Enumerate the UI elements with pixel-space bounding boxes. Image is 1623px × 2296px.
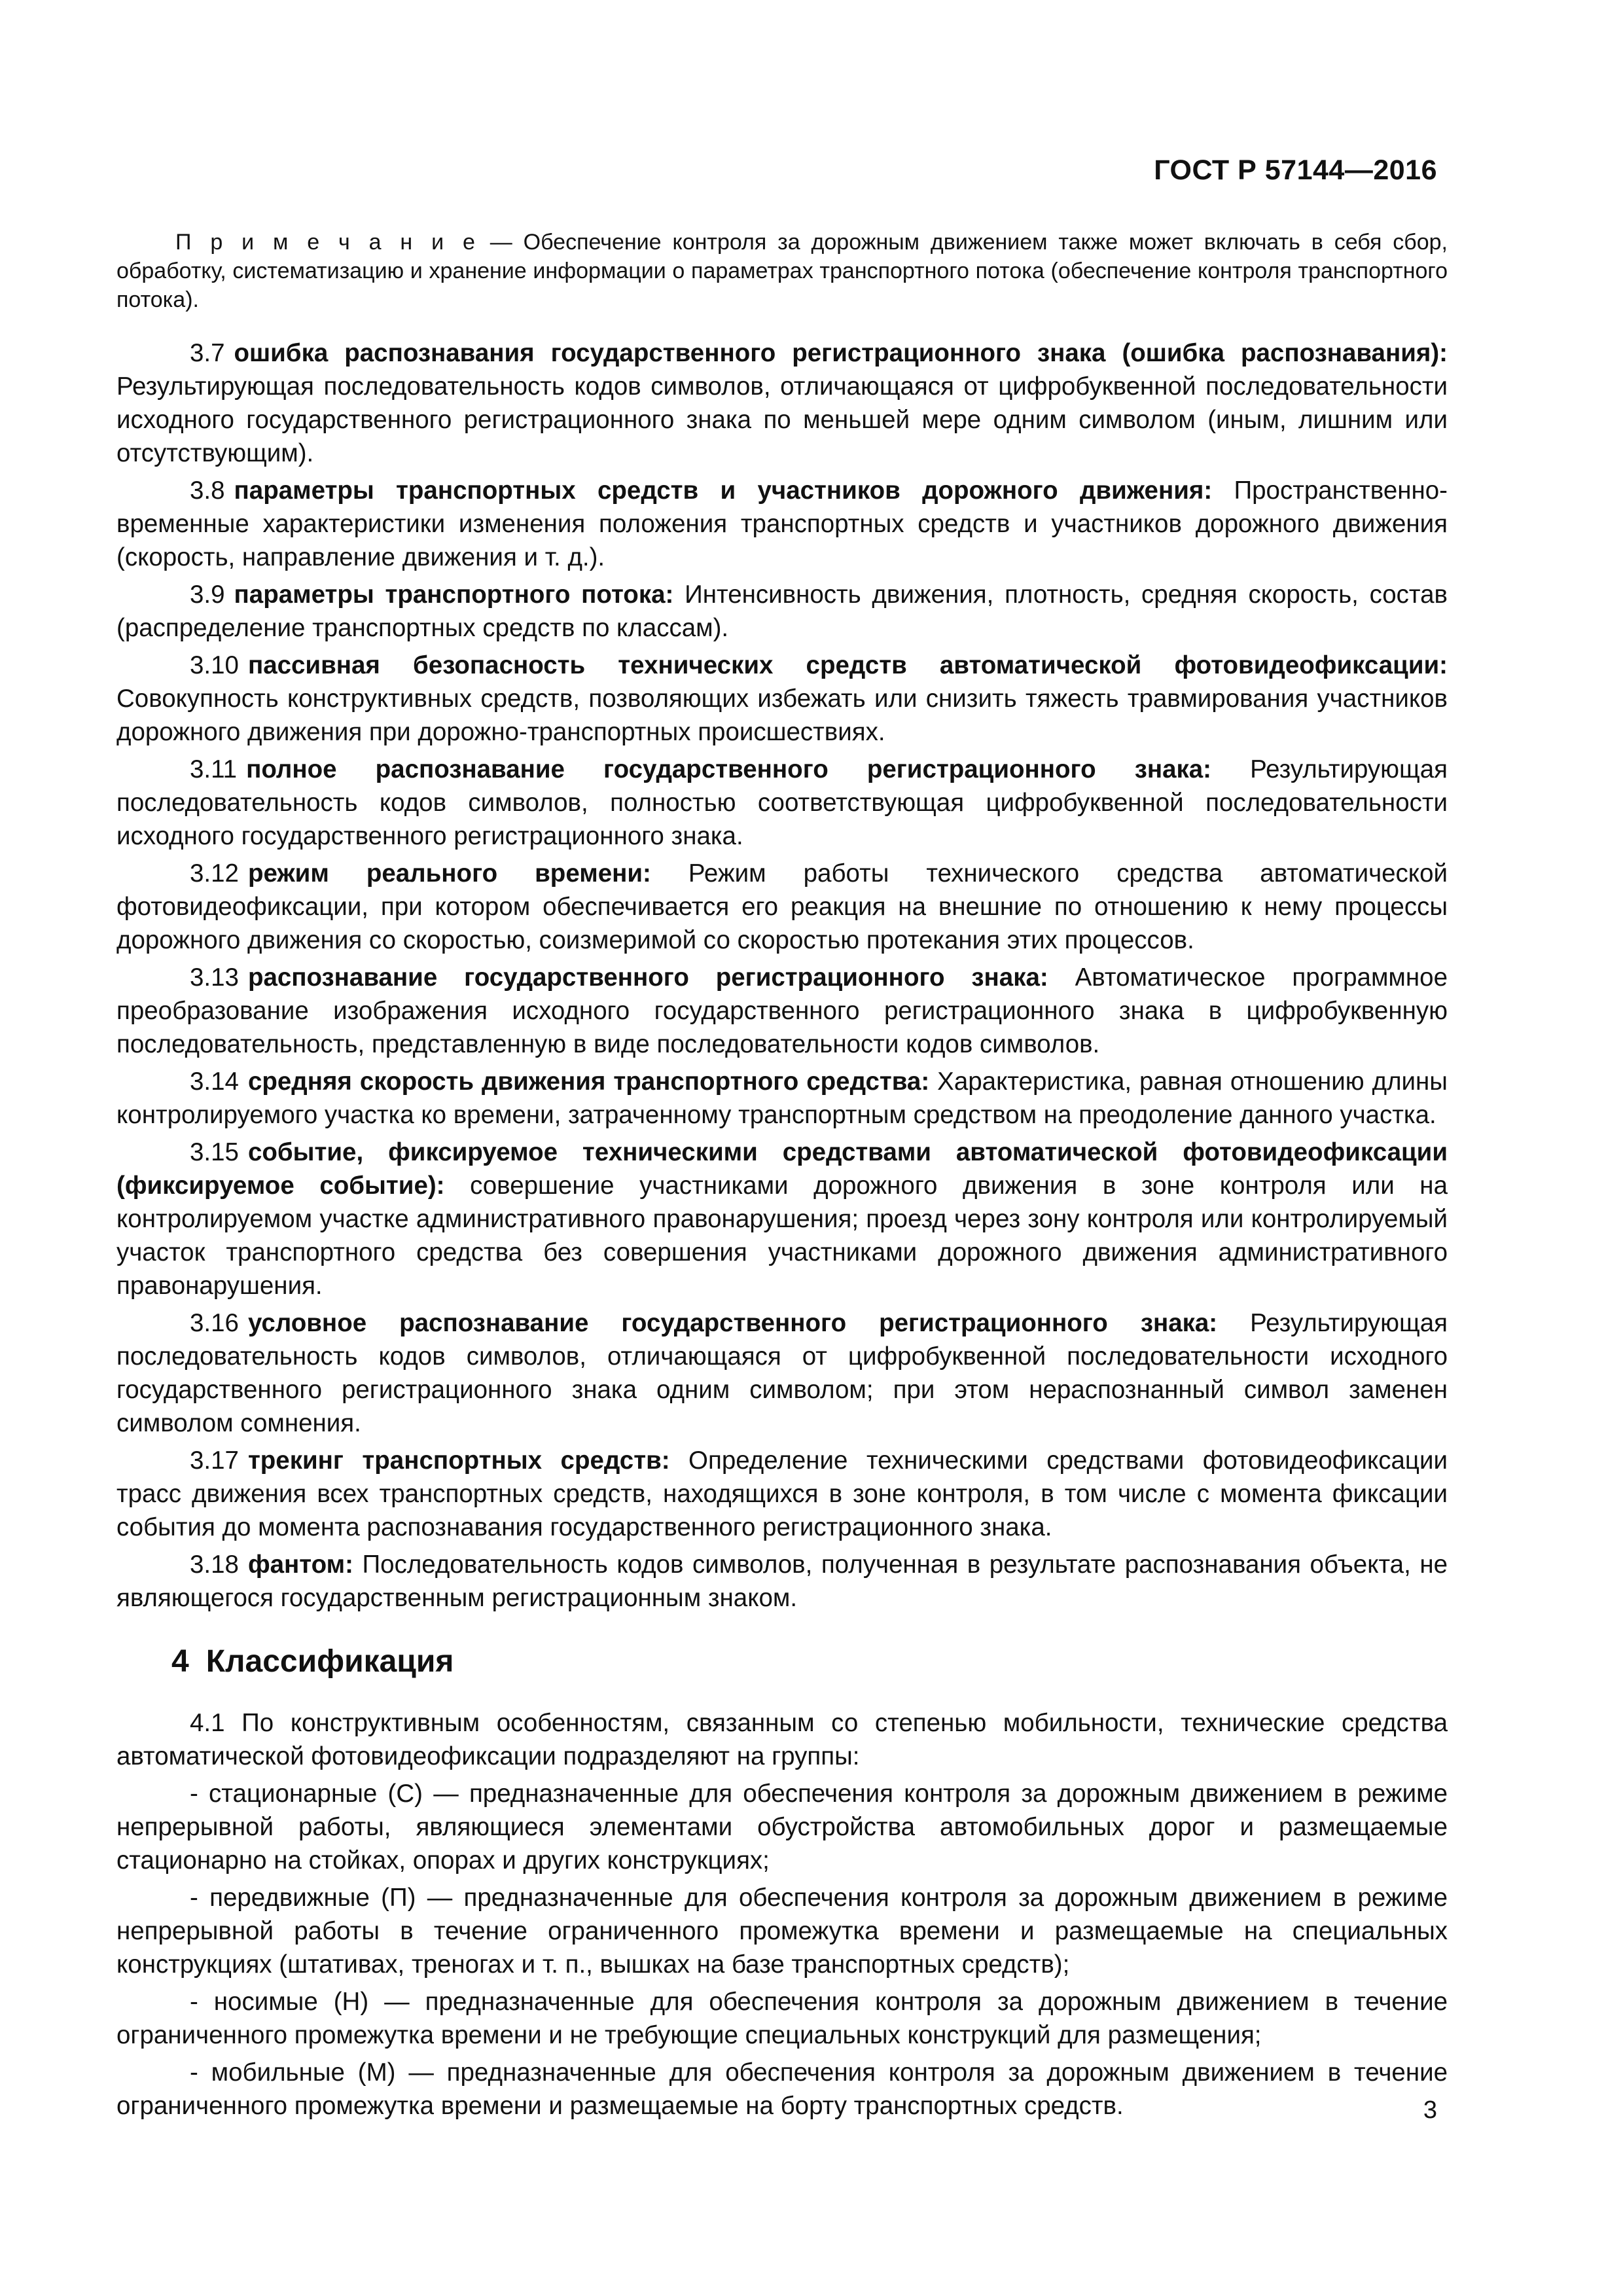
term-number: 3.13	[190, 963, 239, 992]
term-number: 3.10	[190, 651, 239, 679]
list-item: - стационарные (С) — предназначенные для обеспечения контроля за дорожным движением в режиме непрерывной работы, являющиеся элементами обустройства автомобильных дорог и размещаемые стационарно на стойках, опорах и других конструкциях;	[116, 1780, 1448, 1874]
term-definition: Интенсивность движения, плотность, средняя скорость, состав (распределение транспортных средств по классам).	[116, 581, 1448, 642]
term-definition: Автоматическое программное преобразование изображения исходного государственного регистрационного знака в цифробуквенную последовательность, представленную в виде последовательности кодов символов.	[116, 963, 1448, 1058]
page-content	[116, 228, 1448, 2126]
term-definition: Совокупность конструктивных средств, позволяющих избежать или снизить тяжесть травмирования участников дорожного движения при дорожно-транспортных происшествиях.	[116, 685, 1448, 746]
term-title: ошибка распознавания государственного регистрационного знака (ошибка распознавания):	[234, 339, 1448, 367]
note-label: П р и м е ч а н и е	[175, 230, 479, 255]
list-item: - мобильные (М) — предназначенные для обеспечения контроля за дорожным движением в течение ограниченного промежутка времени и размещаемые на борту транспортных средств.	[116, 2058, 1448, 2120]
term-number: 3.15	[190, 1138, 239, 1166]
term-number: 3.7	[190, 339, 225, 367]
term-title: фантом:	[247, 1551, 353, 1579]
list-item: - носимые (Н) — предназначенные для обеспечения контроля за дорожным движением в течение ограниченного промежутка времени и не требующие специальных конструкций для размещения;	[116, 1988, 1448, 2049]
term-title: средняя скорость движения транспортного средства:	[247, 1067, 930, 1096]
term-3-16	[116, 1306, 1448, 1440]
term-3-8	[116, 474, 1448, 574]
note-text: — Обеспечение контроля за дорожным движением также может включать в себя сбор, обработку, систематизацию и хранение информации о параметрах транспортного потока (обеспечение контроля транспортного потока).	[116, 230, 1448, 312]
page-number: 3	[1423, 2096, 1437, 2124]
term-number: 3.17	[190, 1446, 239, 1475]
term-title: пассивная безопасность технических средств автоматической фотовидеофиксации:	[247, 651, 1448, 679]
term-definition: Пространственно-временные характеристики изменения положения транспортных средств и участников дорожного движения (скорость, направление движения и т. д.).	[116, 476, 1448, 571]
term-3-11	[116, 753, 1448, 853]
list-item: - передвижные (П) — предназначенные для обеспечения контроля за дорожным движением в режиме непрерывной работы в течение ограниченного промежутка времени и размещаемые на специальных конструкциях (штативах, треногах и т. п., вышках на базе транспортных средств);	[116, 1884, 1448, 1979]
term-number: 3.9	[190, 581, 225, 609]
clause-4-1: 4.1 По конструктивным особенностям, связанным со степенью мобильности, технические средства автоматической фотовидеофиксации подразделяют на группы:	[116, 1709, 1448, 1770]
term-definition: Результирующая последовательность кодов символов, полностью соответствующая цифробуквенной последовательности исходного государственного регистрационного знака.	[116, 755, 1448, 850]
section-heading	[171, 1642, 1448, 1681]
term-3-17	[116, 1444, 1448, 1544]
term-number: 3.14	[190, 1067, 239, 1096]
term-3-10	[116, 649, 1448, 749]
term-3-13	[116, 961, 1448, 1061]
section-title: Классификация	[205, 1644, 454, 1679]
term-3-18	[116, 1548, 1448, 1615]
term-definition: Результирующая последовательность кодов символов, отличающаяся от цифробуквенной последовательности исходного государственного регистрационного знака по меньшей мере одним символом (иным, лишним или отсутствующим).	[116, 372, 1448, 467]
term-3-9	[116, 578, 1448, 645]
section-number: 4	[171, 1644, 189, 1679]
term-title: режим реального времени:	[247, 859, 651, 888]
note-paragraph	[116, 228, 1448, 314]
term-number: 3.18	[190, 1551, 239, 1579]
term-definition: совершение участниками дорожного движения в зоне контроля или на контролируемом участке административного правонарушения; проезд через зону контроля или контролируемый участок транспортного средства без совершения участниками дорожного движения административного правонарушения.	[116, 1172, 1448, 1300]
document-code: ГОСТ Р 57144—2016	[1154, 154, 1437, 186]
term-title: параметры транспортного потока:	[234, 581, 674, 609]
term-number: 3.12	[190, 859, 239, 888]
term-definition: Результирующая последовательность кодов символов, отличающаяся от цифробуквенной последовательности исходного государственного регистрационного знака одним символом; при этом нераспознанный символ заменен символом сомнения.	[116, 1309, 1448, 1437]
term-title: условное распознавание государственного регистрационного знака:	[247, 1309, 1218, 1337]
term-title: трекинг транспортных средств:	[247, 1446, 670, 1475]
term-definition: Режим работы технического средства автоматической фотовидеофиксации, при котором обеспечивается его реакция на внешние по отношению к нему процессы дорожного движения со скоростью, соизмеримой со скоростью протекания этих процессов.	[116, 859, 1448, 954]
term-number: 3.16	[190, 1309, 239, 1337]
term-title: полное распознавание государственного регистрационного знака:	[246, 755, 1212, 783]
term-3-15	[116, 1136, 1448, 1302]
term-3-7	[116, 336, 1448, 470]
term-title: событие, фиксируемое техническими средствами автоматической фотовидеофиксации (фиксируемое событие):	[116, 1138, 1448, 1200]
term-number: 3.11	[190, 755, 238, 783]
term-definition: Определение техническими средствами фотовидеофиксации трасс движения всех транспортных средств, находящихся в зоне контроля, в том числе с момента фиксации события до момента распознавания государственного регистрационного знака.	[116, 1446, 1448, 1541]
term-3-14	[116, 1065, 1448, 1132]
term-definition: Характеристика, равная отношению длины контролируемого участка ко времени, затраченному транспортным средством на преодоление данного участка.	[116, 1067, 1448, 1129]
term-title: распознавание государственного регистрационного знака:	[247, 963, 1048, 992]
term-title: параметры транспортных средств и участников дорожного движения:	[234, 476, 1213, 505]
term-number: 3.8	[190, 476, 225, 505]
term-definition: Последовательность кодов символов, полученная в результате распознавания объекта, не являющегося государственным регистрационным знаком.	[116, 1551, 1448, 1612]
term-3-12	[116, 857, 1448, 957]
